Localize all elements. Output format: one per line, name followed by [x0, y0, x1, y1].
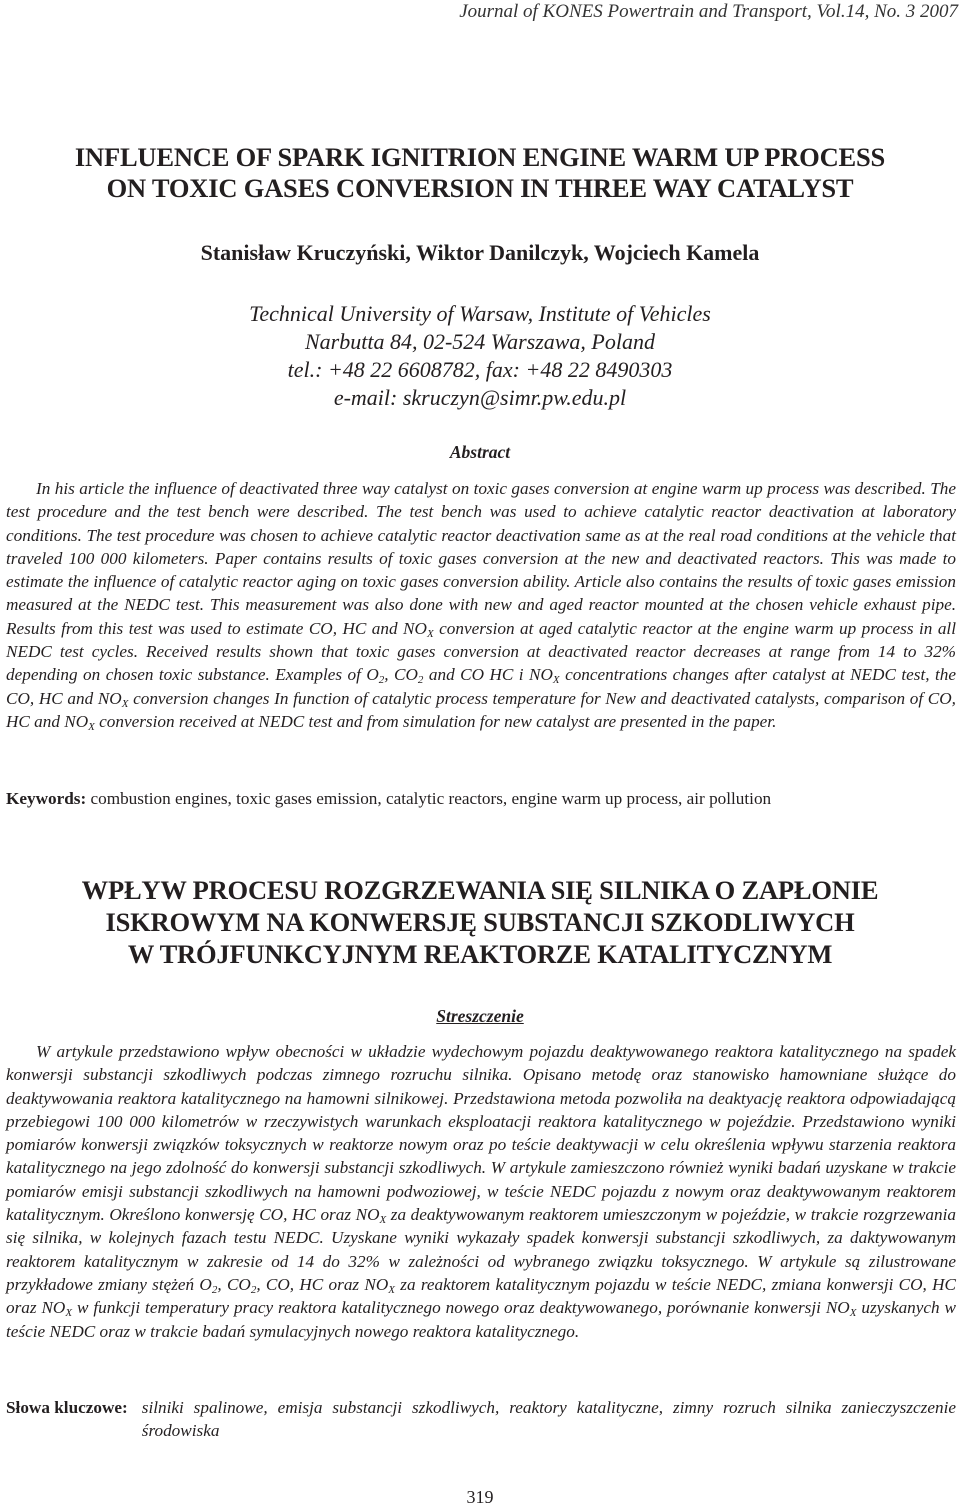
affiliation: [0, 300, 960, 412]
abstract-text: conversion at aged catalytic reactor at the engine warm up process in all NEDC test cycles. Received results shown that toxic gases conversion at deactivated reactor decreases at range from 14 to 32% depending on chosen toxic substance. Examples of O: [6, 618, 956, 685]
subscript: X: [849, 1307, 857, 1320]
abstract-text: conversion received at NEDC test and from simulation for new catalyst are presented in the paper.: [94, 711, 777, 731]
slowa-kluczowe-label: Słowa kluczowe:: [6, 1398, 128, 1417]
keywords-label: Keywords:: [6, 789, 87, 808]
affiliation-phone: tel.: +48 22 6608782, fax: +48 22 8490303: [287, 357, 673, 382]
subscript: X: [552, 674, 560, 687]
polish-title: [0, 874, 960, 970]
slowa-kluczowe-text: silniki spalinowe, emisja substancji szkodliwych, reaktory katalityczne, zimny rozruch silnika zanieczyszczenie środowiska: [141, 1398, 956, 1440]
keywords-text: combustion engines, toxic gases emission, catalytic reactors, engine warm up process, air pollution: [86, 789, 772, 808]
subscript: 2: [417, 674, 424, 687]
streszczenie-text: za reaktorem katalitycznym pojazdu w teście NEDC, zmiana konwersji CO, HC oraz NO: [6, 1274, 956, 1318]
streszczenie-text: uzyskanych w teście NEDC oraz w trakcie badań symulacyjnych nowego reaktora katalitycznego.: [6, 1298, 956, 1341]
subscript: 2: [378, 674, 385, 687]
streszczenie-body: [6, 1040, 956, 1343]
abstract-text: conversion changes In function of catalytic process temperature for New and deactivated catalysts, comparison of CO, HC and NO: [6, 688, 956, 731]
subscript: X: [379, 1214, 387, 1227]
keywords: [6, 787, 956, 810]
streszczenie-text: , CO: [217, 1274, 251, 1294]
streszczenie-text: za deaktywowanym reaktorem umieszczonym w pojeździe, w trakcie rozgrzewania się silnika, w kolejnych fazach testu NEDC. Uzyskane wyniki wykazały spadek konwersji substancji szkodliwych, za daktywowanym reaktorem katalitycznym w zakresie od 14 do 32% w zależności od wybranego związku toksycznego. W artykule są zilustrowane przykładowe zmiany stężeń O: [6, 1205, 956, 1294]
abstract-text: concentrations changes after catalyst at NEDC test, the CO, HC and NO: [6, 665, 956, 708]
subscript: X: [388, 1283, 395, 1296]
page-number: 319: [466, 1487, 494, 1507]
english-title-line-1: INFLUENCE OF SPARK IGNITRION ENGINE WARM UP PROCESS: [74, 142, 886, 172]
abstract-text: , CO: [384, 665, 418, 685]
subscript: X: [88, 720, 95, 733]
polish-title-line-2: ISKROWYM NA KONWERSJĘ SUBSTANCJI SZKODLIWYCH: [105, 907, 855, 937]
authors: Stanisław Kruczyński, Wiktor Danilczyk, Wojciech Kamela: [200, 240, 760, 265]
english-title-line-2: ON TOXIC GASES CONVERSION IN THREE WAY CATALYST: [106, 173, 854, 203]
streszczenie-text: W artykule przedstawiono wpływ obecności w układzie wydechowym pojazdu deaktywowanego reaktora katalitycznego na spadek konwersji substancji szkodliwych podczas zimnego rozruchu silnika. Opisano metodę oraz stanowisko hamowniane służące do deaktywowania reaktora katalitycznego na hamowni silnikowej. Przedstawiona metoda pozwoliła na deaktyację reaktora odpowiadającą przebiegowi 100 000 kilometrów w rzeczywistych warunkach eksploatacji reaktora katalitycznego w pojeździe. Przedstawiono wyniki pomiarów konwersji związków toksycznych w reaktorze nowym oraz po teście deaktywacji w celu określenia wpływu starzenia reaktora katalitycznego na jego zdolność do konwersji substancji szkodliwych. W artykule zamieszczono również wyniki badań uzyskane w trakcie pomiarów emisji substancji szkodliwych na hamowni podwoziowej, w teście NEDC pojazdu z nowym oraz deaktywowanym reaktorem katalitycznym. Określono konwersję CO, HC oraz NO: [6, 1042, 956, 1225]
streszczenie-text: w funkcji temperatury pracy reaktora katalitycznego nowego oraz deaktywowanego, porównanie konwersji NO: [72, 1298, 850, 1318]
abstract-heading: Abstract: [449, 442, 511, 462]
subscript: X: [121, 697, 129, 710]
english-title: [0, 142, 960, 204]
streszczenie-text: , CO, HC oraz NO: [256, 1274, 389, 1294]
affiliation-institute: Technical University of Warsaw, Institute of Vehicles: [249, 301, 711, 326]
slowa-kluczowe: [6, 1396, 956, 1442]
subscript: X: [426, 627, 434, 640]
polish-title-line-3: W TRÓJFUNKCYJNYM REAKTORZE KATALITYCZNYM: [127, 939, 833, 969]
abstract-text: and CO HC i NO: [423, 665, 553, 685]
affiliation-address: Narbutta 84, 02-524 Warszawa, Poland: [304, 329, 655, 354]
polish-title-line-1: WPŁYW PROCESU ROZGRZEWANIA SIĘ SILNIKA O ZAPŁONIE: [81, 875, 879, 905]
subscript: 2: [211, 1283, 218, 1296]
subscript: X: [65, 1307, 73, 1320]
affiliation-email: e-mail: skruczyn@simr.pw.edu.pl: [333, 385, 627, 410]
streszczenie-heading: Streszczenie: [436, 1006, 524, 1026]
subscript: 2: [250, 1283, 257, 1296]
journal-header: Journal of KONES Powertrain and Transport, Vol.14, No. 3 2007: [459, 1, 958, 22]
abstract-body: [6, 477, 956, 733]
abstract-text: In his article the influence of deactivated three way catalyst on toxic gases conversion at engine warm up process was described. The test procedure and the test bench were described. The test bench was used to achieve catalytic reactor deactivation at laboratory conditions. The test procedure was chosen to achieve catalytic reactor deactivation same as at the real road conditions at the vehicle that traveled 100 000 kilometers. Paper contains results of toxic gases conversion at the new and deactivated reactors. This was made to estimate the influence of catalytic reactor aging on toxic gases conversion ability. Article also contains the results of toxic gases emission measured at the NEDC test. This measurement was also done with new and aged reactor mounted at the chosen vehicle exhaust pipe. Results from this test was used to estimate CO, HC and NO: [6, 479, 956, 638]
